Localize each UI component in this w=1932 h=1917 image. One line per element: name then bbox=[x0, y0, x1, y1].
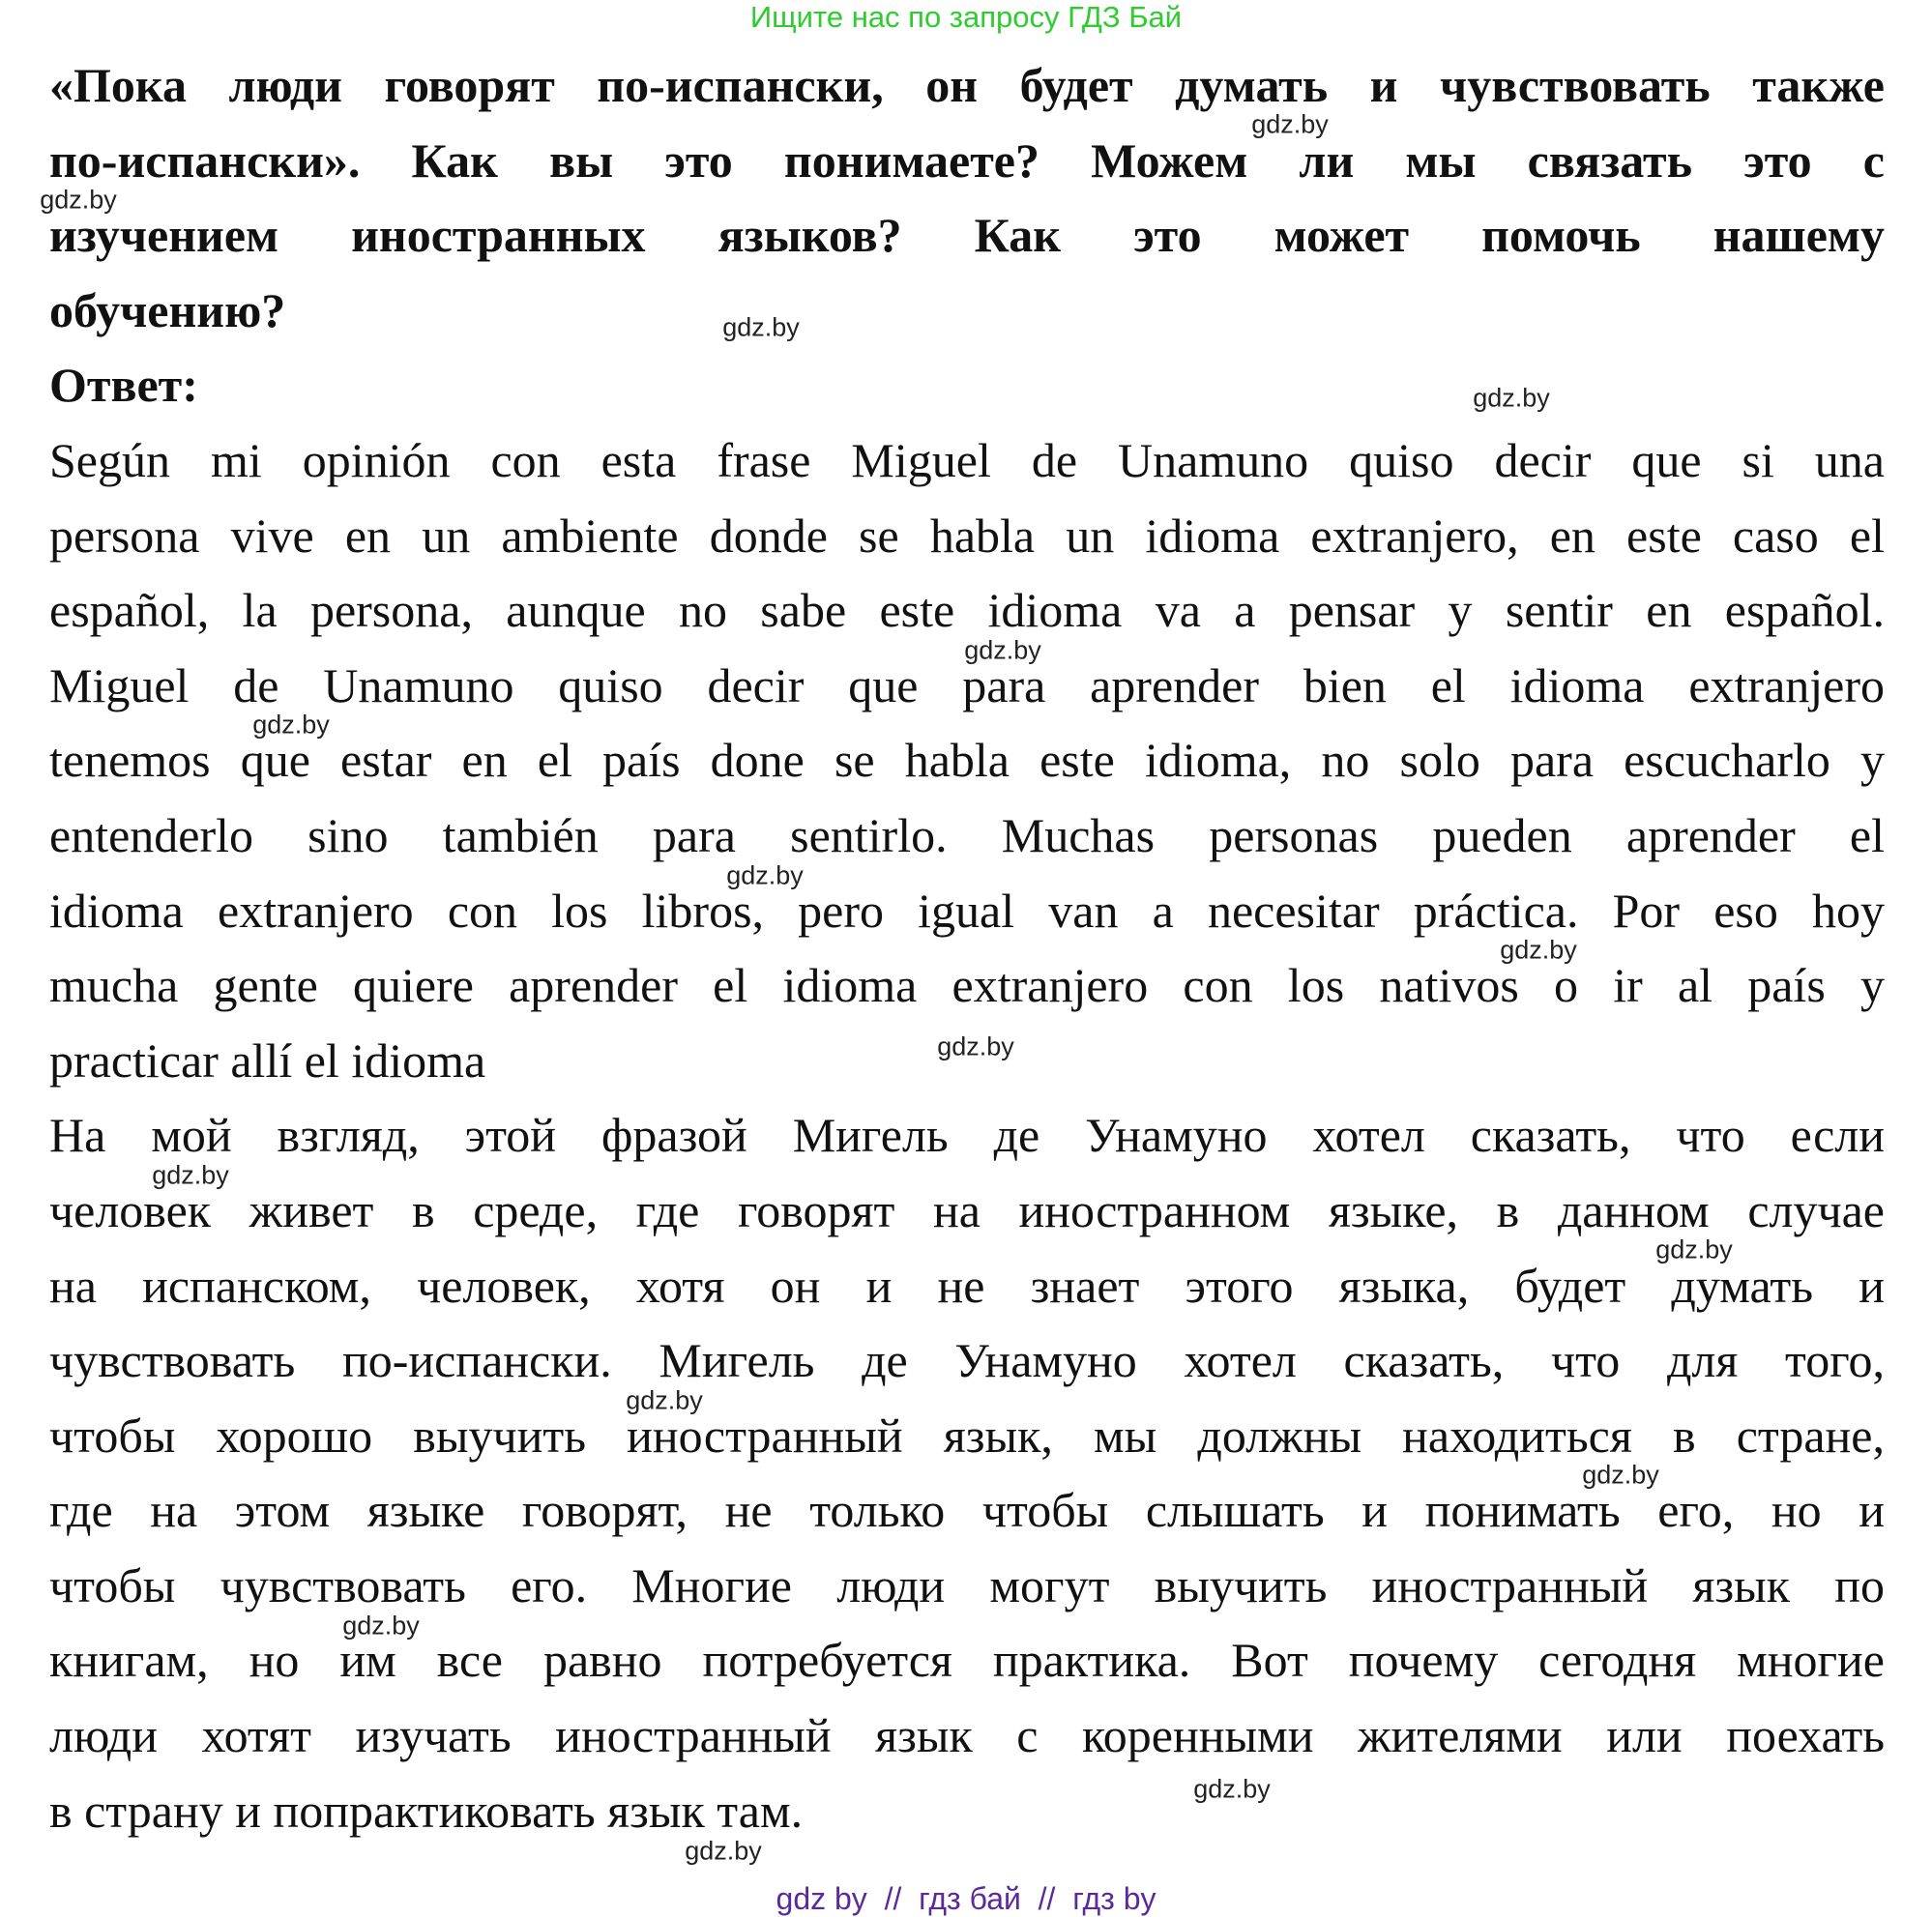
question-line: по-испански». Как вы это понимаете? Можем ли мы связать это с bbox=[49, 132, 1885, 188]
russian-answer-line: чувствовать по-испански. Мигель де Унамуно хотел сказать, что для того, bbox=[49, 1333, 1885, 1388]
watermark: gdz.by bbox=[937, 1031, 1014, 1061]
document-body bbox=[49, 48, 1885, 1848]
spanish-answer-line: persona vive en un ambiente donde se habla un idioma extranjero, en este caso el bbox=[49, 508, 1885, 563]
watermark: gdz.by bbox=[1193, 1774, 1271, 1804]
russian-answer-line: чтобы хорошо выучить иностранный язык, мы должны находиться в стране, bbox=[49, 1408, 1885, 1463]
watermark: gdz.by bbox=[1655, 1234, 1733, 1264]
watermark: gdz.by bbox=[1500, 935, 1577, 965]
question-line: «Пока люди говорят по-испански, он будет думать и чувствовать также bbox=[49, 58, 1885, 112]
spanish-answer-line: español, la persona, aunque no sabe este idioma va a pensar y sentir en español. bbox=[49, 583, 1885, 638]
russian-answer-line: чтобы чувствовать его. Многие люди могут выучить иностранный язык по bbox=[49, 1557, 1885, 1612]
watermark: gdz.by bbox=[342, 1611, 420, 1641]
footer-links: gdz by // гдз бай // гдз by bbox=[776, 1881, 1156, 1916]
russian-answer-line: где на этом языке говорят, не только чтобы слышать и понимать его, но и bbox=[49, 1483, 1885, 1538]
watermark: gdz.by bbox=[252, 710, 330, 740]
spanish-answer-line: mucha gente quiere aprender el idioma extranjero con los nativos o ir al país y bbox=[49, 958, 1885, 1013]
answer-label: Ответ: bbox=[49, 358, 198, 413]
spanish-answer-line: practicar allí el idioma bbox=[49, 1032, 486, 1088]
watermark: gdz.by bbox=[685, 1836, 762, 1866]
russian-answer-line: люди хотят изучать иностранный язык с коренными жителями или поехать bbox=[49, 1708, 1885, 1763]
question-line: изучением иностранных языков? Как это может помочь нашему bbox=[49, 208, 1885, 263]
watermark: gdz.by bbox=[964, 635, 1041, 665]
russian-answer-line: в страну и попрактиковать язык там. bbox=[49, 1783, 804, 1838]
russian-answer-line: на испанском, человек, хотя он и не знает этого языка, будет думать и bbox=[49, 1258, 1885, 1313]
watermark: gdz.by bbox=[626, 1385, 703, 1415]
russian-answer-line: книгам, но им все равно потребуется практика. Вот почему сегодня многие bbox=[49, 1633, 1885, 1688]
top-banner: Ищите нас по запросу ГДЗ Бай bbox=[749, 0, 1183, 34]
watermark: gdz.by bbox=[40, 185, 117, 215]
spanish-answer-line: idioma extranjero con los libros, pero igual van a necesitar práctica. Por eso hoy bbox=[49, 883, 1885, 938]
spanish-answer-line: entenderlo sino también para sentirlo. Muchas personas pueden aprender el bbox=[49, 807, 1885, 862]
watermark: gdz.by bbox=[1582, 1460, 1659, 1490]
spanish-answer-line: Miguel de Unamuno quiso decir que para aprender bien el idioma extranjero bbox=[49, 657, 1885, 712]
spanish-answer-line: tenemos que estar en el país done se habla este idioma, no solo para escucharlo y bbox=[49, 733, 1885, 788]
russian-answer-line: человек живет в среде, где говорят на иностранном языке, в данном случае bbox=[49, 1182, 1885, 1237]
watermark: gdz.by bbox=[722, 312, 800, 342]
spanish-answer-line: Según mi opinión con esta frase Miguel de Unamuno quiso decir que si una bbox=[49, 432, 1885, 487]
question-line: обучению? bbox=[49, 282, 286, 337]
russian-answer-line: На мой взгляд, этой фразой Мигель де Унамуно хотел сказать, что если bbox=[49, 1108, 1885, 1163]
watermark: gdz.by bbox=[1473, 383, 1550, 413]
watermark: gdz.by bbox=[152, 1160, 229, 1190]
watermark: gdz.by bbox=[726, 860, 804, 890]
watermark: gdz.by bbox=[1251, 109, 1329, 139]
